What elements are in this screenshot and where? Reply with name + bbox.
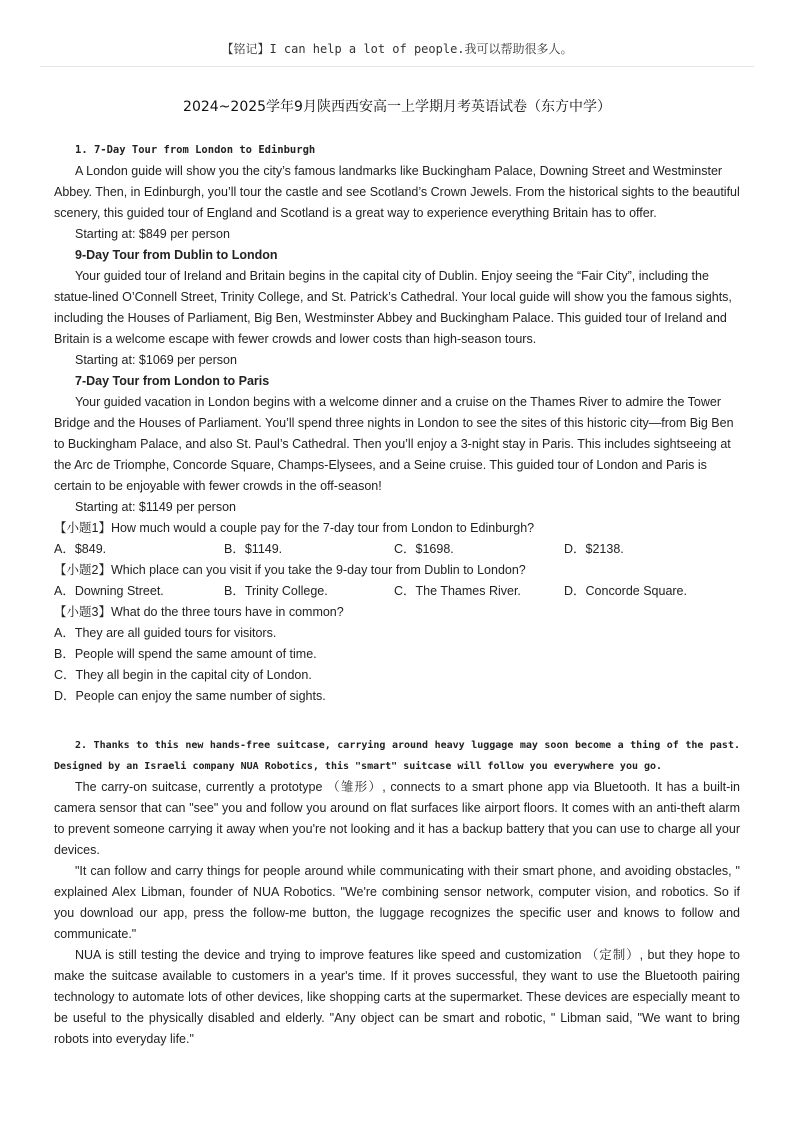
passage1-paragraph-3: Your guided vacation in London begins with a welcome dinner and a cruise on the Thames River to admire the Tower Bridge and the Houses of Parliament. You’ll spend three nights in London to see the sites of this historic city—from Big Ben to Buckingham Palace, and also St. Paul’s Cathedral. Then you’ll enjoy a 3-night stay in Paris. This includes sightseeing at the Arc de Triomphe, Concorde Square, Champs-Elysees, and a Seine cruise. This guided tour of London and Paris is certain to be enjoyable with fewer crowds in the off-season!: [54, 395, 734, 493]
exam-content: [54, 140, 740, 1050]
question-3-option-d: D．People can enjoy the same number of sights.: [54, 689, 326, 703]
question-2-option-a: A．Downing Street.: [54, 584, 164, 598]
passage1-paragraph-2: Your guided tour of Ireland and Britain begins in the capital city of Dublin. Enjoy seeing the “Fair City”, including the statue-lined O’Connell Street, Trinity College, and St. Patrick’s Cathedral. Your local guide will show you the famous sights, including the Houses of Parliament, Big Ben, Westminster Abbey and Buckingham Palace. This guided tour of Ireland and Britain is a welcome escape with fewer crowds and lower costs than high-season tours.: [54, 269, 732, 346]
passage1-paragraph-1: A London guide will show you the city’s famous landmarks like Buckingham Palace, Downing Street and Westminster Abbey. Then, in Edinburgh, you’ll tour the castle and see Scotland’s Crown Jewels. From the historical sights to the beautiful scenery, this guided tour of England and Scotland is a great way to experience everything Britain has to offer.: [54, 164, 740, 220]
question-3-option-b: B．People will spend the same amount of time.: [54, 647, 317, 661]
question-3-option-c: C．They all begin in the capital city of London.: [54, 668, 312, 682]
motto-header: 【铭记】I can help a lot of people.我可以帮助很多人。: [221, 42, 573, 56]
question-3-stem: 【小题3】What do the three tours have in common?: [54, 605, 344, 619]
question-3-option-a: A．They are all guided tours for visitors.: [54, 626, 277, 640]
question-2-options: [54, 581, 740, 602]
question-1-option-d: D．$2138.: [564, 542, 624, 556]
section-gap: [54, 707, 740, 735]
question-1-option-b: B．$1149.: [224, 542, 283, 556]
question-2-option-b: B．Trinity College.: [224, 584, 328, 598]
header-divider: [40, 66, 754, 67]
page-title: 2024~2025学年9月陕西西安高一上学期月考英语试卷（东方中学）: [183, 99, 611, 115]
question-1-option-c: C．$1698.: [394, 542, 454, 556]
question-1-option-a: A．$849.: [54, 542, 107, 556]
passage1-subheading-3: 7-Day Tour from London to Paris: [75, 374, 270, 388]
passage1-heading: 1. 7-Day Tour from London to Edinburgh: [75, 144, 316, 156]
passage2-paragraph-2: "It can follow and carry things for people around while communicating with their smart phone, and avoiding obstacles, " explained Alex Libman, founder of NUA Robotics. "We're combining sensor network, computer vision, and robotics. So if you download our app, press the follow-me button, the luggage recognizes the specific user and knows to follow and communicate.": [54, 864, 740, 941]
question-1-stem: 【小题1】How much would a couple pay for the 7-day tour from London to Edinburgh?: [54, 521, 535, 535]
passage2-intro: 2. Thanks to this new hands-free suitcase, carrying around heavy luggage may soon become a thing of the past. Designed by an Israeli company NUA Robotics, this "smart" suitcase will follow you everywhere you go.: [54, 740, 740, 772]
passage2-paragraph-3: NUA is still testing the device and trying to improve features like speed and customization （定制）, but they hope to make the suitcase available to customers in a year's time. If it proves successful, they want to use the Bluetooth pairing technology to automate lots of other devices, like shopping carts at the supermarket. These devices are especially meant to be useful to the physically disabled and elderly. "Any object can be smart and robotic, " Libman said, "We want to bring robots into everyday life.": [54, 948, 740, 1046]
passage1-price-1: Starting at: $849 per person: [75, 227, 230, 241]
question-1-options: [54, 539, 740, 560]
passage1-price-2: Starting at: $1069 per person: [75, 353, 237, 367]
question-2-option-d: D．Concorde Square.: [564, 584, 687, 598]
question-2-stem: 【小题2】Which place can you visit if you take the 9-day tour from Dublin to London?: [54, 563, 526, 577]
passage1-subheading-2: 9-Day Tour from Dublin to London: [75, 248, 278, 262]
passage2-paragraph-1: The carry-on suitcase, currently a prototype （雏形）, connects to a smart phone app via Bluetooth. It has a built-in camera sensor that can "see" you and follow you around on flat surfaces like airport floors. It comes with an anti-theft alarm to prevent someone carrying it away when you're not looking and it has a backup battery that you can use to charge all your devices.: [54, 780, 740, 857]
question-2-option-c: C．The Thames River.: [394, 584, 521, 598]
passage1-price-3: Starting at: $1149 per person: [75, 500, 236, 514]
